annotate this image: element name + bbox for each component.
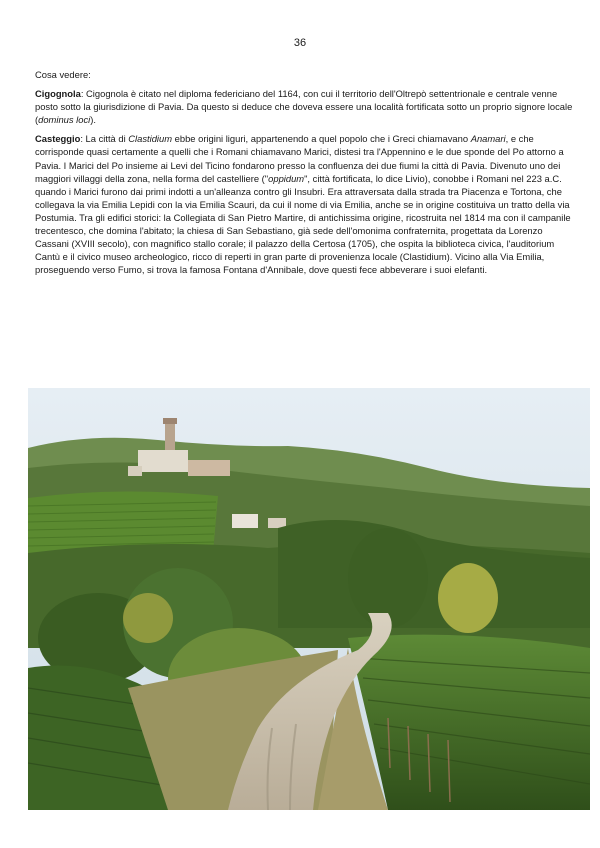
italic-term: oppidum xyxy=(268,172,305,184)
landscape-photo xyxy=(28,388,590,810)
entry-cigognola xyxy=(35,87,573,126)
text-run: : La città di xyxy=(80,133,129,145)
text-run: ", città fortificata, lo dice Livio), conobbe i Romani nel 223 a.C. quando i Marici furono dai primi indotti a un'alleanza contro gli Insubri. Era attraversata dalla strada tra Piacenza e Tortona, che collegava la via Emilia Lepidi con la via Emilia Scauri, da cui il nome di via Emilia, anche se in origine costituiva un tratto della via Postumia. Tra gli edifici storici: la Collegiata di San Pietro Martire, di antichissima origine, ricostruita nel 1814 ma con il campanile trecentesco, che domina l'abitato; la chiesa di San Sebastiano, già sede dell'omonima confraternita, progettata da Lorenzo Cassani (XVIII secolo), con magnifico stallo corale; il palazzo della Certosa (1705), che ospita la biblioteca civica, l'auditorium Cantù e il civico museo archeologico, ricco di reperti in gran parte di provenienza locale (Clastidium). Vicino alla Via Emilia, proseguendo verso Fumo, si trova la famosa Fontana d'Annibale, dove questi fece abbeverare i suoi elefanti. xyxy=(35,172,571,276)
entry-casteggio xyxy=(35,132,573,276)
entry-title: Casteggio xyxy=(35,133,81,145)
italic-term: Clastidium xyxy=(128,133,173,145)
text-run: : Cigognola è citato nel diploma federiciano del 1164, con cui il territorio dell'Oltrepò settentrionale e centrale venne posto sotto la giurisdizione di Pavia. Da questo si deduce che doveva essere una località fortificata sotto un proprio signore locale ( xyxy=(35,88,573,126)
text-run: ebbe origini liguri, appartenendo a quel popolo che i Greci chiamavano xyxy=(172,133,471,145)
page-number: 36 xyxy=(293,37,307,49)
section-label: Cosa vedere: xyxy=(35,69,91,80)
document-body xyxy=(35,68,573,282)
entry-text xyxy=(35,88,572,125)
italic-term: Anamari xyxy=(470,133,506,145)
entry-title: Cigognola xyxy=(35,88,81,100)
entry-text xyxy=(35,133,571,275)
italic-term: dominus loci xyxy=(38,114,91,126)
text-run: ). xyxy=(90,114,96,126)
text-run: , e che corrisponde quasi certamente a quelli che i Romani chiamavano Marici, distesi tra l'Appennino e le due sponde del Po attorno a Pavia. I Marici del Po insieme ai Levi del Ticino fondarono presso la confluenza dei due fiumi la città di Pavia. Divenuto uno dei maggiori villaggi della zona, nella forma del castelliere (" xyxy=(35,133,564,184)
